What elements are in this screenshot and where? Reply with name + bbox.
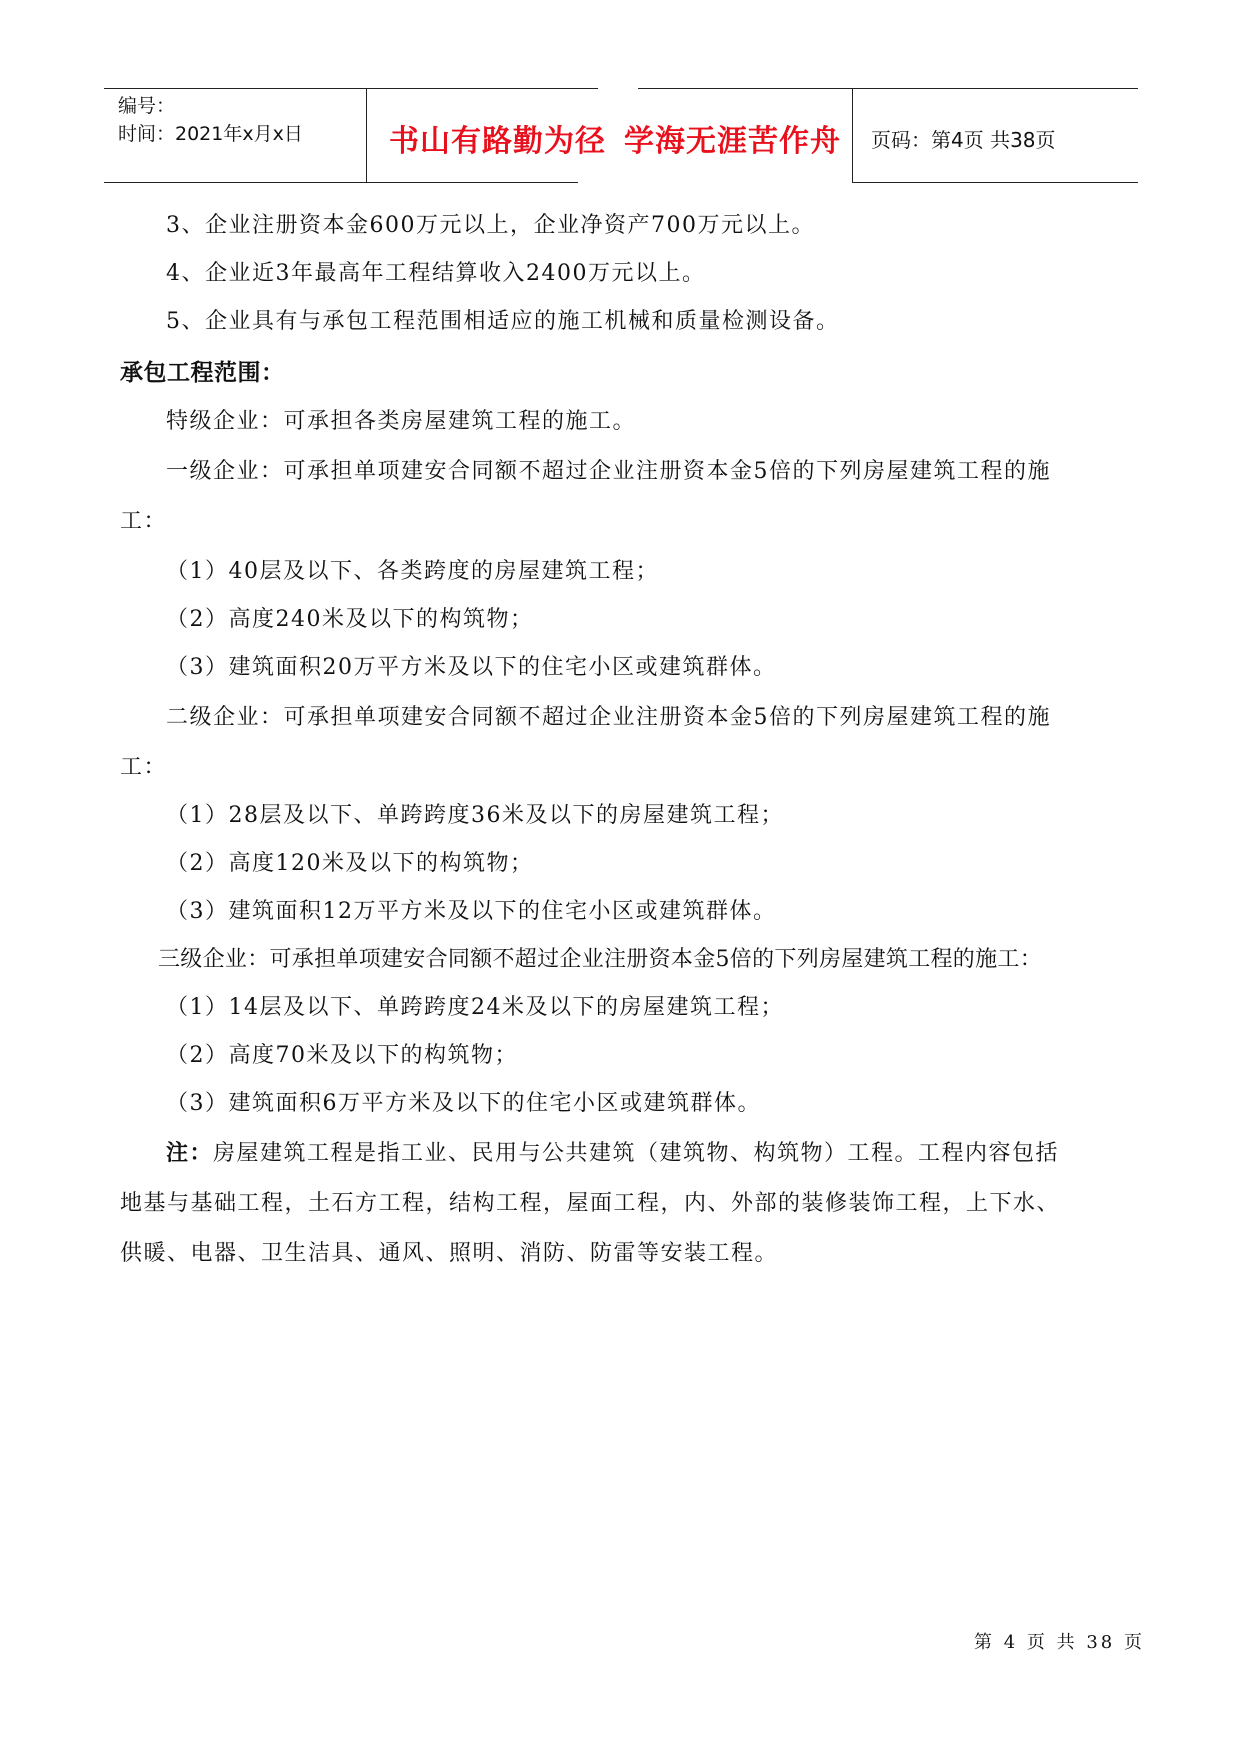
- note-label: 注：: [166, 1141, 214, 1166]
- paragraph-line: 3、企业注册资本金600万元以上，企业净资产700万元以上。: [166, 213, 815, 238]
- header-motto-left: 书山有路勤为径: [389, 124, 606, 159]
- header-motto-right: 学海无涯苦作舟: [624, 124, 841, 159]
- page-footer: 第 4 页 共 38 页: [974, 1632, 1145, 1653]
- header-top-rule-right: [638, 88, 1138, 89]
- note-line: 供暖、电器、卫生洁具、通风、照明、消防、防雷等安装工程。: [120, 1241, 779, 1266]
- header-top-rule-left: [104, 88, 598, 89]
- paragraph-line: 4、企业近3年最高年工程结算收入2400万元以上。: [166, 261, 706, 286]
- header-bottom-rule-left: [104, 182, 578, 183]
- list-item: （2）高度70米及以下的构筑物；: [166, 1043, 518, 1068]
- list-item: （3）建筑面积20万平方米及以下的住宅小区或建筑群体。: [166, 655, 777, 680]
- list-item: （2）高度120米及以下的构筑物；: [166, 851, 534, 876]
- header-divider-left: [366, 88, 367, 183]
- paragraph-line: 工：: [120, 755, 168, 780]
- note-paragraph: [166, 1136, 1059, 1167]
- paragraph-line: 二级企业：可承担单项建安合同额不超过企业注册资本金5倍的下列房屋建筑工程的施: [166, 705, 1051, 730]
- paragraph-line: 一级企业：可承担单项建安合同额不超过企业注册资本金5倍的下列房屋建筑工程的施: [166, 459, 1051, 484]
- header-page-label: 页码：第4页 共38页: [871, 128, 1056, 152]
- header-number-label: 编号：: [118, 95, 176, 117]
- list-item: （1）40层及以下、各类跨度的房屋建筑工程；: [166, 559, 659, 584]
- list-item: （1）14层及以下、单跨跨度24米及以下的房屋建筑工程；: [166, 995, 784, 1020]
- header-time-label: 时间：2021年x月x日: [118, 123, 303, 145]
- list-item: （1）28层及以下、单跨跨度36米及以下的房屋建筑工程；: [166, 803, 784, 828]
- note-text: 房屋建筑工程是指工业、民用与公共建筑（建筑物、构筑物）工程。工程内容包括: [213, 1141, 1060, 1166]
- list-item: （3）建筑面积12万平方米及以下的住宅小区或建筑群体。: [166, 899, 777, 924]
- paragraph-line: 工：: [120, 509, 168, 534]
- section-heading: 承包工程范围：: [120, 360, 285, 386]
- list-item: （3）建筑面积6万平方米及以下的住宅小区或建筑群体。: [166, 1091, 761, 1116]
- paragraph-line: 特级企业：可承担各类房屋建筑工程的施工。: [166, 409, 637, 434]
- header-meta: [118, 92, 303, 148]
- paragraph-line: 5、企业具有与承包工程范围相适应的施工机械和质量检测设备。: [166, 309, 840, 334]
- page-header: [104, 88, 1138, 184]
- list-item: （2）高度240米及以下的构筑物；: [166, 607, 534, 632]
- note-line: 地基与基础工程，土石方工程，结构工程，屋面工程，内、外部的装修装饰工程，上下水、: [120, 1191, 1061, 1216]
- paragraph-line: 三级企业：可承担单项建安合同额不超过企业注册资本金5倍的下列房屋建筑工程的施工：: [158, 947, 1042, 972]
- header-divider-right: [852, 88, 853, 183]
- header-bottom-rule-right: [852, 182, 1138, 183]
